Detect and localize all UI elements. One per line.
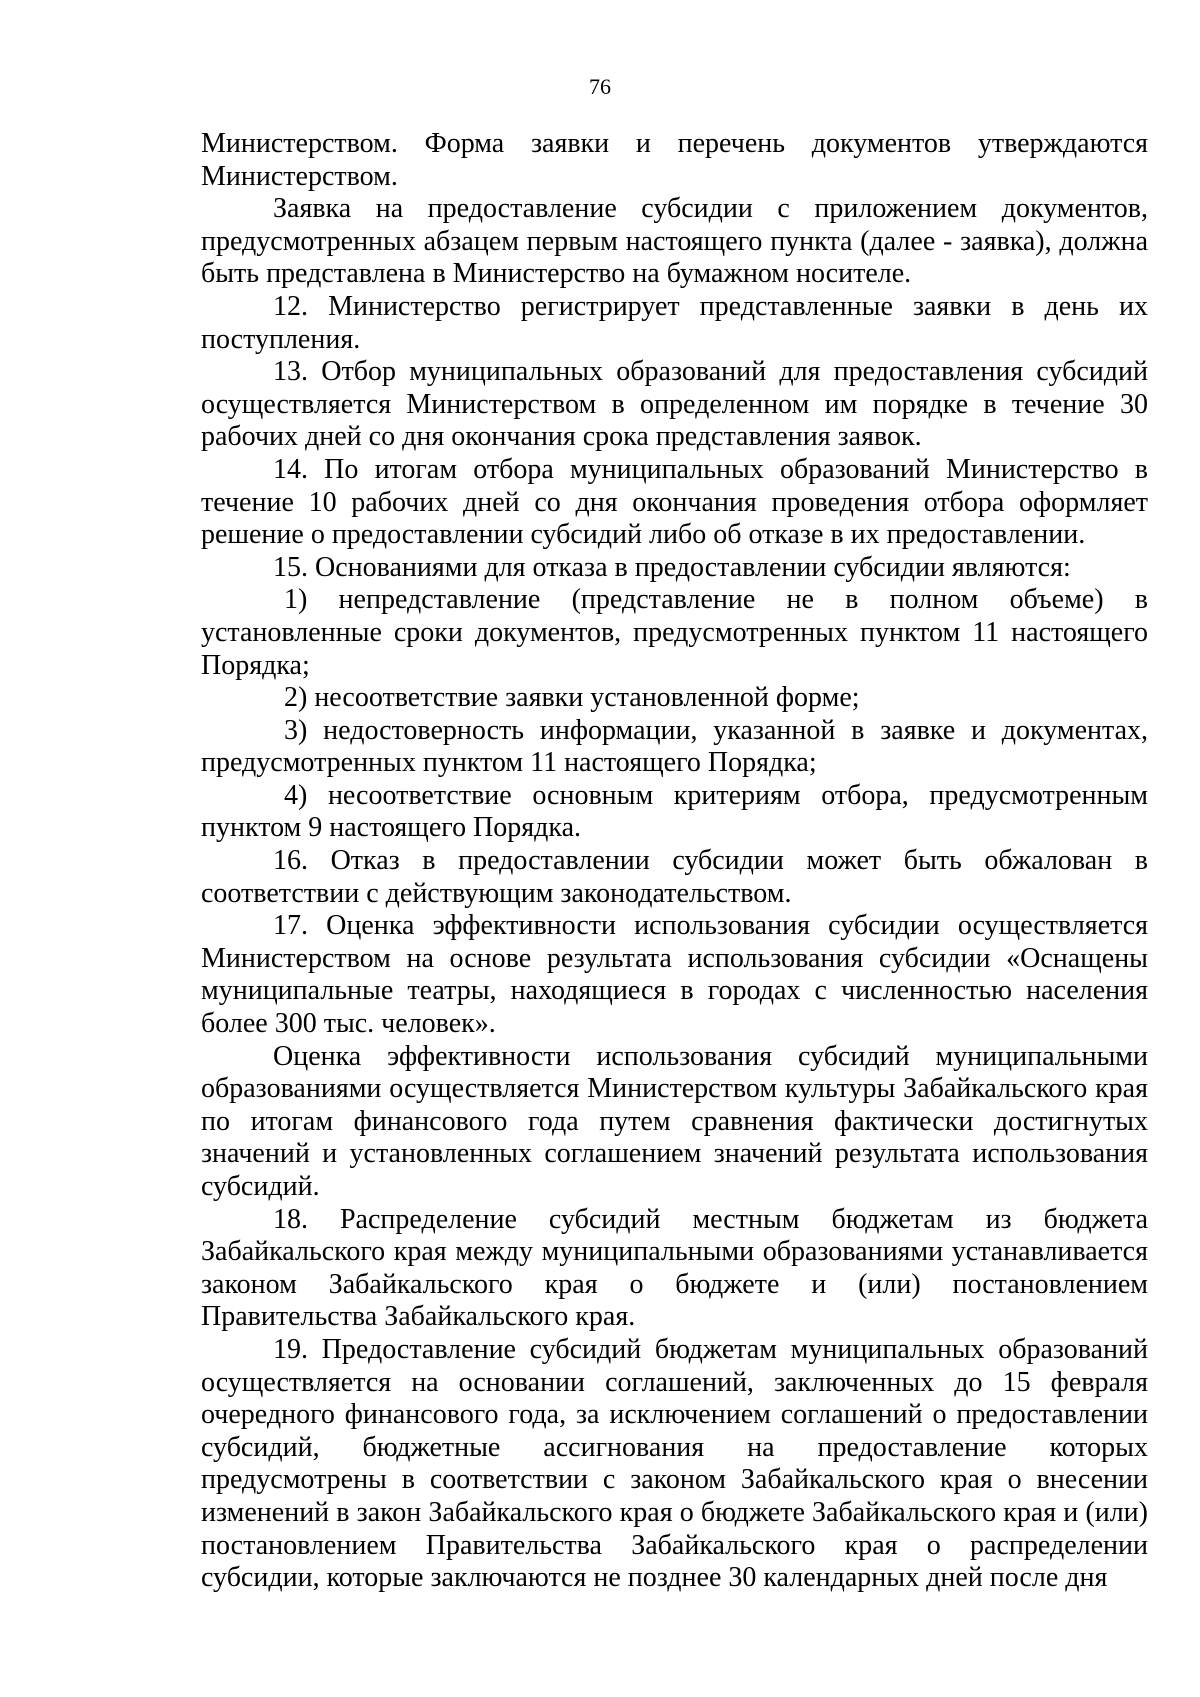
paragraph-item-13: 13. Отбор муниципальных образований для предоставления субсидий осуществляется Министерством в определенном им порядке в течение 30 рабочих дней со дня окончания срока представления заявок. <box>201 356 1148 453</box>
paragraph-efficiency: Оценка эффективности использования субсидий муниципальными образованиями осуществляется Министерством культуры Забайкальского края по итогам финансового года путем сравнения фактически достигнутых значений и установленных соглашением значений результата использования субсидий. <box>201 1040 1148 1202</box>
page-number: 76 <box>589 74 611 99</box>
paragraph-item-19: 19. Предоставление субсидий бюджетам муниципальных образований осуществляется на основании соглашений, заключенных до 15 февраля очередного финансового года, за исключением соглашений о предоставлении субсидий, бюджетные ассигнования на предоставление которых предусмотрены в соответствии с законом Забайкальского края о внесении изменений в закон Забайкальского края о бюджете Забайкальского края и (или) постановлением Правительства Забайкальского края о распределении субсидии, которые заключаются не позднее 30 календарных дней после дня <box>201 1333 1148 1594</box>
paragraph-item-12: 12. Министерство регистрирует представленные заявки в день их поступления. <box>201 290 1148 355</box>
paragraph-item-15: 15. Основаниями для отказа в предоставлении субсидии являются: <box>273 551 1071 583</box>
list-item-1: 1) непредставление (представление не в полном объеме) в установленные сроки документов, предусмотренных пунктом 11 настоящего Порядка; <box>201 584 1148 681</box>
paragraph-continuation: Министерством. Форма заявки и перечень документов утверждаются Министерством. <box>201 128 1148 192</box>
paragraph-application: Заявка на предоставление субсидии с приложением документов, предусмотренных абзацем первым настоящего пункта (далее - заявка), должна быть представлена в Министерство на бумажном носителе. <box>201 193 1148 290</box>
list-item-4: 4) несоответствие основным критериям отбора, предусмотренным пунктом 9 настоящего Порядка. <box>201 779 1148 844</box>
paragraph-item-18: 18. Распределение субсидий местным бюджетам из бюджета Забайкальского края между муниципальными образованиями устанавливается законом Забайкальского края о бюджете и (или) постановлением Правительства Забайкальского края. <box>201 1203 1148 1333</box>
paragraph-item-17: 17. Оценка эффективности использования субсидии осуществляется Министерством на основе результата использования субсидии «Оснащены муниципальные театры, находящиеся в городах с численностью населения более 300 тыс. человек». <box>201 910 1148 1040</box>
list-item-3: 3) недостоверность информации, указанной в заявке и документах, предусмотренных пунктом 11 настоящего Порядка; <box>201 714 1148 779</box>
document-body <box>201 128 1148 1595</box>
list-item-2: 2) несоответствие заявки установленной форме; <box>284 682 860 714</box>
paragraph-item-16: 16. Отказ в предоставлении субсидии может быть обжалован в соответствии с действующим законодательством. <box>201 845 1148 909</box>
paragraph-item-14: 14. По итогам отбора муниципальных образований Министерство в течение 10 рабочих дней со дня окончания проведения отбора оформляет решение о предоставлении субсидий либо об отказе в их предоставлении. <box>201 453 1148 551</box>
